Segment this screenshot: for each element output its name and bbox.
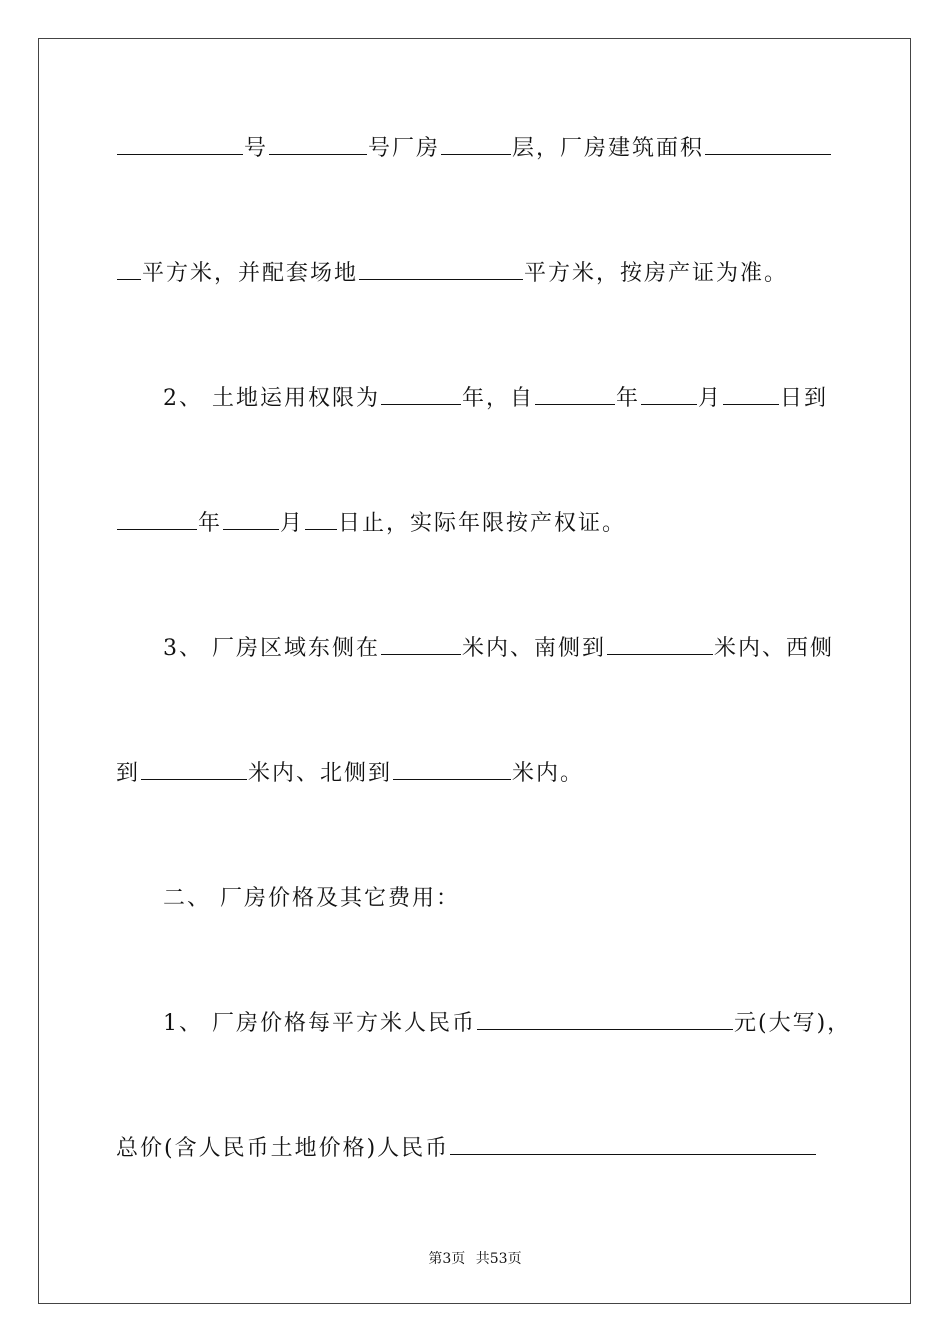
- text: 元(大写)，: [734, 1011, 852, 1036]
- blank-field: [381, 634, 461, 655]
- text: 平方米，按房产证为准。: [524, 261, 789, 286]
- text: 日到: [780, 386, 829, 411]
- text: 米内、南侧到: [462, 636, 607, 661]
- text: 平方米，并配套场地: [142, 261, 359, 286]
- page-footer: [0, 1248, 950, 1268]
- text: 3、 厂房区域东侧在: [163, 636, 380, 661]
- text: 月: [698, 386, 723, 411]
- text-line-6: [116, 759, 584, 789]
- text: 号厂房: [368, 136, 441, 161]
- blank-field: [141, 759, 247, 780]
- blank-field: [705, 134, 831, 155]
- blank-field: [381, 384, 461, 405]
- text: 2、 土地运用权限为: [163, 386, 380, 411]
- blank-field: [117, 259, 141, 280]
- page-frame: [38, 38, 911, 1304]
- blank-field: [641, 384, 697, 405]
- text-line-3: [163, 384, 828, 414]
- page-number: 第3页: [428, 1251, 466, 1267]
- text: 年: [198, 511, 223, 536]
- text: 1、 厂房价格每平方米人民币: [163, 1011, 476, 1036]
- text-line-2: [116, 259, 788, 289]
- text: 总价(含人民币土地价格)人民币: [116, 1136, 450, 1161]
- text: 月: [280, 511, 305, 536]
- blank-field: [450, 1134, 816, 1155]
- section-heading: [163, 884, 460, 914]
- blank-field: [535, 384, 615, 405]
- blank-field: [223, 509, 279, 530]
- blank-field: [477, 1009, 733, 1030]
- text: 层，厂房建筑面积: [512, 136, 705, 161]
- blank-field: [117, 134, 243, 155]
- blank-field: [305, 509, 337, 530]
- text: 到: [116, 761, 141, 786]
- text: 日止，实际年限按产权证。: [338, 511, 627, 536]
- text: 年，自: [462, 386, 535, 411]
- text-line-4: [116, 509, 626, 539]
- text-line-5: [163, 634, 834, 664]
- blank-field: [607, 634, 713, 655]
- blank-field: [723, 384, 779, 405]
- blank-field: [117, 509, 197, 530]
- blank-field: [393, 759, 511, 780]
- total-pages: 共53页: [475, 1251, 522, 1267]
- text: 米内、西侧: [714, 636, 835, 661]
- blank-field: [441, 134, 511, 155]
- text: 二、 厂房价格及其它费用：: [163, 886, 460, 911]
- text-line-9: [116, 1134, 817, 1164]
- blank-field: [269, 134, 367, 155]
- text: 号: [244, 136, 269, 161]
- blank-field: [359, 259, 523, 280]
- text-line-8: [163, 1009, 851, 1039]
- text: 米内、北侧到: [248, 761, 393, 786]
- text: 米内。: [512, 761, 585, 786]
- text: 年: [616, 386, 641, 411]
- text-line-1: [116, 134, 832, 164]
